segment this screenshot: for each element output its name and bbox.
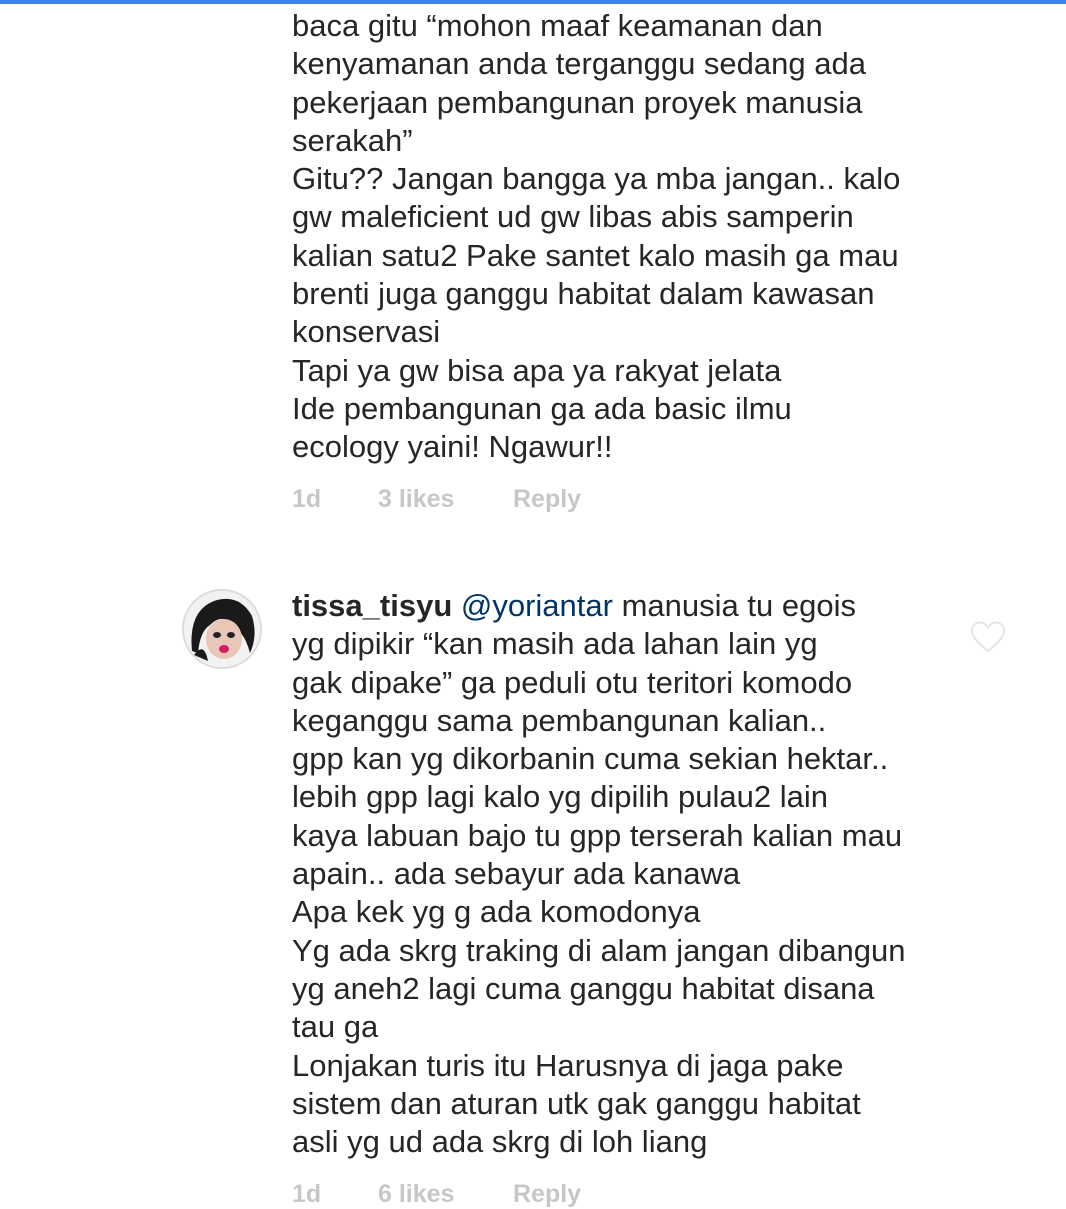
comment-line: Lonjakan turis itu Harusnya di jaga pake <box>292 1047 844 1083</box>
comment-line: gak dipake” ga peduli otu teritori komodo <box>292 664 853 700</box>
comment-line: Gitu?? Jangan bangga ya mba jangan.. kalo <box>292 161 901 197</box>
comment-line: apain.. ada sebayur ada kanawa <box>292 856 741 892</box>
comment-line-text: manusia tu egois <box>612 588 856 623</box>
comment-line: ecology yaini! Ngawur!! <box>292 429 613 465</box>
comment-time: 1d <box>292 485 322 513</box>
comment-line: baca gitu “mohon maaf keamanan dan <box>292 8 823 43</box>
comment-line: serakah” <box>292 122 413 158</box>
comment-line: brenti juga ganggu habitat dalam kawasan <box>292 276 875 312</box>
comment-line: asli yg ud ada skrg di loh liang <box>292 1124 708 1160</box>
comment-line: sistem dan aturan utk gak ganggu habitat <box>292 1085 861 1121</box>
likes-count-link[interactable]: 6 likes <box>378 1180 455 1208</box>
comment-line: yg aneh2 lagi cuma ganggu habitat disana <box>292 970 875 1006</box>
comment-line: gpp kan yg dikorbanin cuma sekian hektar.. <box>292 741 889 777</box>
like-heart-button[interactable] <box>970 620 1006 654</box>
comment-2-text <box>292 587 982 1161</box>
reply-button[interactable]: Reply <box>513 485 582 513</box>
likes-count-link[interactable]: 3 likes <box>378 485 455 513</box>
comment-username[interactable]: tissa_tisyu <box>292 588 453 623</box>
comment-line: yg dipikir “kan masih ada lahan lain yg <box>292 626 818 662</box>
reply-button[interactable]: Reply <box>513 1180 582 1208</box>
comment-line: gw maleficient ud gw libas abis samperin <box>292 199 854 235</box>
comment-line: konservasi <box>292 314 441 350</box>
avatar[interactable] <box>182 589 262 669</box>
comment-1-text <box>292 7 982 467</box>
comment-line: Tapi ya gw bisa apa ya rakyat jelata <box>292 352 782 388</box>
comment-line: Yg ada skrg traking di alam jangan dibangun <box>292 932 906 968</box>
mention-link[interactable]: @yoriantar <box>460 588 613 623</box>
top-accent-bar <box>0 0 1066 4</box>
comment-line: tau ga <box>292 1009 379 1045</box>
comment-1-meta <box>292 485 581 514</box>
comment-line: kenyamanan anda terganggu sedang ada <box>292 46 866 82</box>
comment-line: kaya labuan bajo tu gpp terserah kalian mau <box>292 817 903 853</box>
comment-line: kalian satu2 Pake santet kalo masih ga mau <box>292 237 899 273</box>
comment-2-meta <box>292 1180 581 1209</box>
comment-first-line <box>292 587 982 625</box>
comment-line: pekerjaan pembangunan proyek manusia <box>292 84 863 120</box>
avatar-image <box>184 591 260 667</box>
comment-time: 1d <box>292 1180 322 1208</box>
heart-outline-icon <box>970 620 1006 654</box>
comment-line: Ide pembangunan ga ada basic ilmu <box>292 390 792 426</box>
comment-line: Apa kek yg g ada komodonya <box>292 894 701 930</box>
comment-line: lebih gpp lagi kalo yg dipilih pulau2 lain <box>292 779 828 815</box>
comment-line: keganggu sama pembangunan kalian.. <box>292 702 827 738</box>
